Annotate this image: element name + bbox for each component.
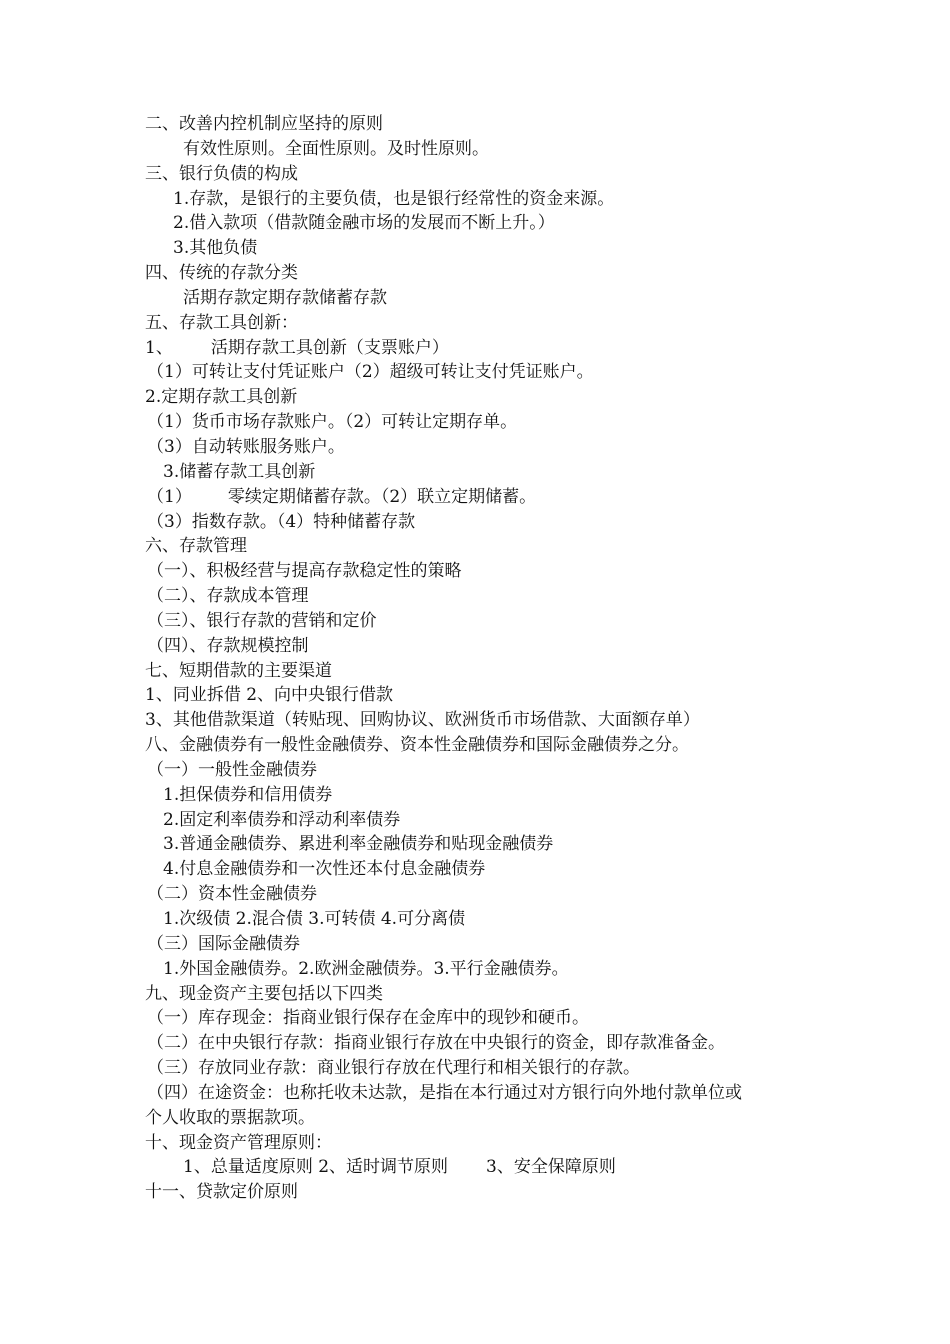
text-line (0, 1155, 950, 1180)
text-line: （四）在途资金：也称托收未达款，是指在本行通过对方银行向外地付款单位或 (147, 1082, 742, 1103)
text-line: （三）国际金融债券 (147, 933, 300, 954)
text-line: （一）库存现金：指商业银行保存在金库中的现钞和硬币。 (147, 1008, 589, 1029)
text-line: 活期存款定期存款储蓄存款 (183, 287, 387, 308)
heading-9: 九、现金资产主要包括以下四类 (145, 983, 383, 1004)
list-item (0, 336, 950, 361)
text-line: （二）资本性金融债券 (147, 884, 317, 905)
list-number: （1） (147, 486, 192, 507)
list-text: 活期存款工具创新（支票账户） (210, 337, 449, 358)
principle-text: 1、总量适度原则 2、适时调节原则 (183, 1157, 449, 1178)
list-item: 1.担保债券和信用债券 (163, 784, 333, 805)
list-text: 零续定期储蓄存款。（2）联立定期储蓄。 (227, 486, 537, 507)
heading-7: 七、短期借款的主要渠道 (145, 660, 332, 681)
document-page (0, 112, 950, 1205)
text-line: （1）货币市场存款账户。（2）可转让定期存单。 (147, 412, 518, 433)
list-item: 3.其他负债 (173, 238, 258, 259)
list-item: 2.借入款项（借款随金融市场的发展而不断上升。） (173, 213, 555, 234)
text-line: （一）、积极经营与提高存款稳定性的策略 (147, 561, 462, 582)
text-line: （三）、银行存款的营销和定价 (147, 610, 377, 631)
text-line: （1）可转让支付凭证账户（2）超级可转让支付凭证账户。 (147, 362, 594, 383)
text-line: 1、同业拆借 2、向中央银行借款 (145, 685, 394, 706)
heading-3: 三、银行负债的构成 (145, 163, 298, 184)
principle-text: 3、安全保障原则 (486, 1157, 616, 1178)
list-number: 1、 (145, 337, 173, 358)
list-item: 1.外国金融债券。2.欧洲金融债券。3.平行金融债券。 (163, 958, 569, 979)
text-line: （二）、存款成本管理 (147, 586, 309, 607)
text-line: （四）、存款规模控制 (147, 635, 309, 656)
text-line: （三）存放同业存款：商业银行存放在代理行和相关银行的存款。 (147, 1058, 640, 1079)
heading-4: 四、传统的存款分类 (145, 263, 298, 284)
text-line: （3）自动转账服务账户。 (147, 436, 345, 457)
list-item: 2.固定利率债券和浮动利率债券 (163, 809, 401, 830)
text-line: （一）一般性金融债券 (147, 759, 317, 780)
list-item: 2.定期存款工具创新 (145, 387, 298, 408)
heading-8: 八、金融债券有一般性金融债券、资本性金融债券和国际金融债券之分。 (145, 735, 689, 756)
heading-2: 二、改善内控机制应坚持的原则 (145, 114, 383, 134)
text-line: 3、其他借款渠道（转贴现、回购协议、欧洲货币市场借款、大面额存单） (145, 710, 700, 731)
heading-10: 十、现金资产管理原则： (145, 1132, 332, 1153)
heading-6: 六、存款管理 (145, 536, 247, 557)
text-line: 有效性原则。全面性原则。及时性原则。 (183, 138, 489, 159)
text-line (0, 485, 950, 510)
heading-5: 五、存款工具创新： (145, 312, 298, 333)
list-item: 3.储蓄存款工具创新 (163, 461, 316, 482)
text-line: 个人收取的票据款项。 (145, 1107, 315, 1128)
list-item: 1.存款，是银行的主要负债，也是银行经常性的资金来源。 (173, 188, 615, 209)
text-line: （3）指数存款。（4）特种储蓄存款 (147, 511, 416, 532)
text-line: （二）在中央银行存款：指商业银行存放在中央银行的资金，即存款准备金。 (147, 1033, 725, 1054)
heading-11: 十一、贷款定价原则 (145, 1182, 298, 1203)
list-item: 4.付息金融债券和一次性还本付息金融债券 (163, 859, 486, 880)
list-item: 3.普通金融债券、累进利率金融债券和贴现金融债券 (163, 834, 554, 855)
list-item: 1.次级债 2.混合债 3.可转债 4.可分离债 (163, 909, 466, 929)
